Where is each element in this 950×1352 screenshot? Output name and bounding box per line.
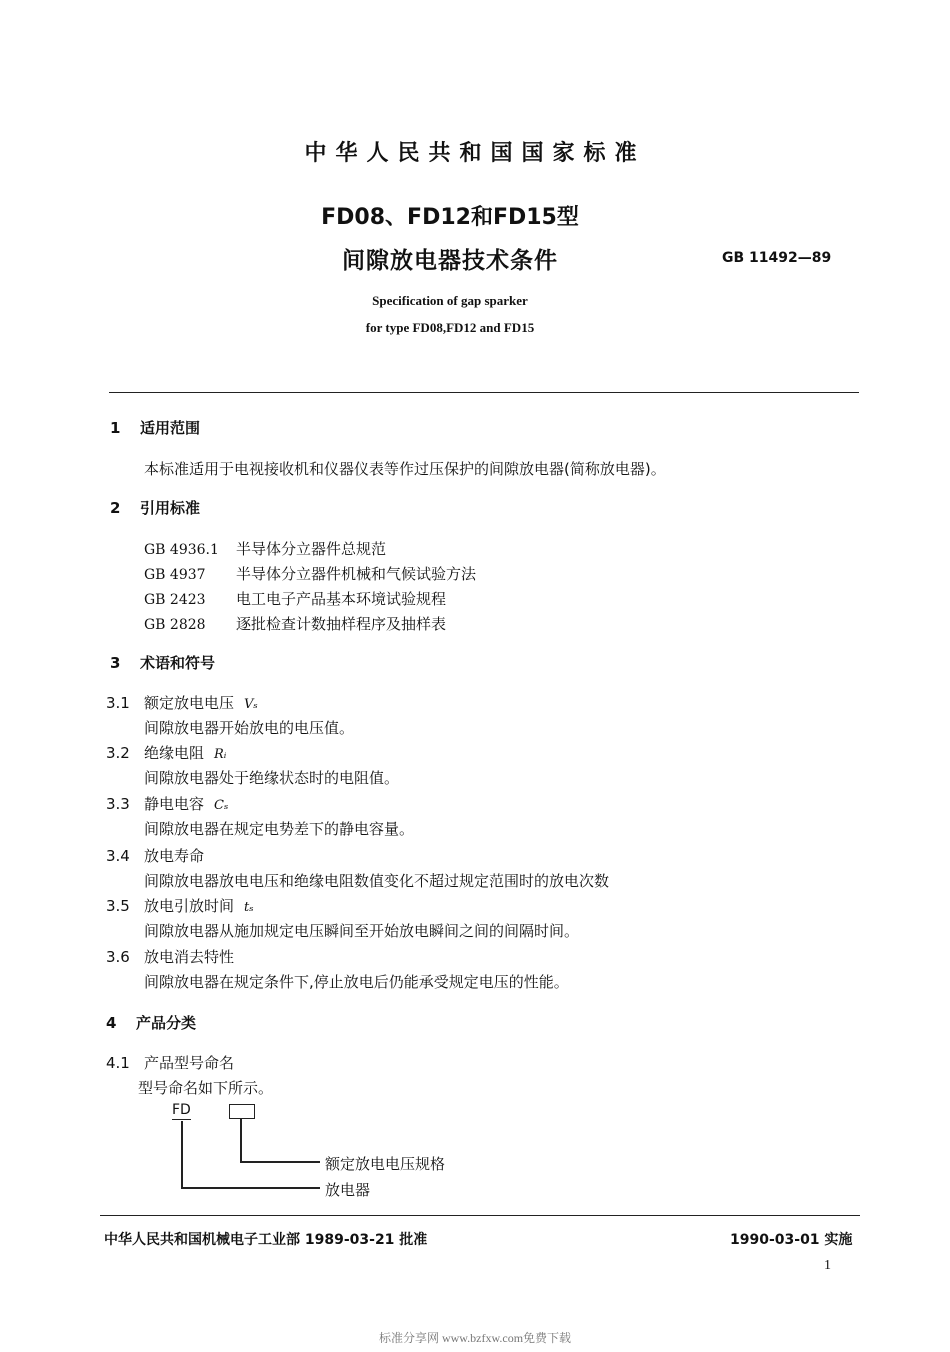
- section-3-heading: [110, 652, 215, 673]
- reference-title: 逐批检查计数抽样程序及抽样表: [236, 615, 447, 633]
- model-prefix: FD: [172, 1102, 191, 1118]
- term-3-4: [106, 845, 214, 866]
- term-name: 放电消去特性: [144, 948, 235, 966]
- term-number: 3.1: [106, 694, 130, 712]
- reference-code: GB 2828: [144, 617, 206, 633]
- reference-title: 半导体分立器件总规范: [236, 540, 387, 558]
- diagram-label-voltage: 额定放电电压规格: [325, 1155, 446, 1173]
- term-name: 放电寿命: [144, 847, 205, 865]
- term-definition: 间隙放电器开始放电的电压值。: [144, 719, 355, 737]
- document-title-line1: FD08、FD12和FD15型: [321, 205, 579, 230]
- term-definition: 间隙放电器在规定条件下,停止放电后仍能承受规定电压的性能。: [144, 973, 569, 991]
- standard-number: GB 11492—89: [722, 250, 832, 266]
- reference-item: [144, 613, 446, 634]
- reference-code: GB 4936.1: [144, 542, 219, 558]
- section-1-text: 本标准适用于电视接收机和仪器仪表等作过压保护的间隙放电器(简称放电器)。: [144, 460, 666, 478]
- implementation-date: 1990-03-01 实施: [730, 1232, 853, 1248]
- term-3-2: [106, 742, 226, 763]
- diagram-label-device: 放电器: [325, 1181, 371, 1199]
- term-definition: 间隙放电器从施加规定电压瞬间至开始放电瞬间之间的间隔时间。: [144, 922, 580, 940]
- term-symbol: tₛ: [244, 900, 254, 915]
- section-number: 3: [110, 654, 121, 672]
- subsection-text: 型号命名如下所示。: [138, 1079, 274, 1097]
- model-placeholder-box: [229, 1104, 255, 1119]
- section-title: 术语和符号: [140, 654, 216, 672]
- term-name: 静电电容: [144, 795, 205, 813]
- reference-item: [144, 538, 386, 559]
- term-name: 放电引放时间: [144, 897, 235, 915]
- english-title-line1: Specification of gap sparker: [372, 293, 528, 308]
- reference-code: GB 4937: [144, 567, 206, 583]
- term-name: 额定放电电压: [144, 694, 235, 712]
- term-definition: 间隙放电器处于绝缘状态时的电阻值。: [144, 769, 400, 787]
- term-definition: 间隙放电器放电电压和绝缘电阻数值变化不超过规定范围时的放电次数: [144, 872, 610, 890]
- subsection-4-1: [106, 1052, 234, 1073]
- section-1-heading: [110, 417, 200, 438]
- page-number: 1: [824, 1258, 831, 1273]
- section-4-heading: [106, 1012, 196, 1033]
- term-number: 3.4: [106, 847, 130, 865]
- section-number: 1: [110, 419, 121, 437]
- subsection-title: 产品型号命名: [144, 1054, 235, 1072]
- section-2-heading: [110, 497, 200, 518]
- term-name: 绝缘电阻: [144, 744, 205, 762]
- english-title-line2: for type FD08,FD12 and FD15: [365, 320, 535, 335]
- diagram-line: [181, 1187, 320, 1189]
- section-number: 4: [106, 1014, 117, 1032]
- reference-title: 电工电子产品基本环境试验规程: [236, 590, 447, 608]
- term-number: 3.5: [106, 897, 130, 915]
- term-number: 3.2: [106, 744, 130, 762]
- approval-line: 中华人民共和国机械电子工业部 1989-03-21 批准: [104, 1232, 428, 1248]
- section-title: 引用标准: [140, 499, 201, 517]
- section-title: 适用范围: [140, 419, 201, 437]
- document-title-line2: 间隙放电器技术条件: [342, 248, 558, 274]
- reference-item: [144, 588, 446, 609]
- term-3-6: [106, 946, 244, 967]
- reference-code: GB 2423: [144, 592, 206, 608]
- term-3-1: [106, 692, 258, 713]
- reference-title: 半导体分立器件机械和气候试验方法: [236, 565, 477, 583]
- diagram-line: [240, 1161, 320, 1163]
- subsection-number: 4.1: [106, 1054, 130, 1072]
- standard-header: 中华人民共和国国家标准: [304, 141, 646, 166]
- diagram-line: [181, 1121, 183, 1188]
- title-divider: [109, 392, 859, 393]
- reference-item: [144, 563, 476, 584]
- term-number: 3.3: [106, 795, 130, 813]
- footer-divider: [100, 1215, 860, 1216]
- watermark: 标准分享网 www.bzfxw.com免费下载: [378, 1331, 572, 1345]
- diagram-line: [240, 1119, 242, 1162]
- term-symbol: Cₛ: [214, 798, 229, 813]
- term-3-3: [106, 793, 228, 814]
- term-symbol: Rᵢ: [214, 747, 227, 762]
- term-3-5: [106, 895, 254, 916]
- section-number: 2: [110, 499, 121, 517]
- section-title: 产品分类: [136, 1014, 197, 1032]
- term-definition: 间隙放电器在规定电势差下的静电容量。: [144, 820, 415, 838]
- term-symbol: Vₛ: [244, 697, 258, 712]
- term-number: 3.6: [106, 948, 130, 966]
